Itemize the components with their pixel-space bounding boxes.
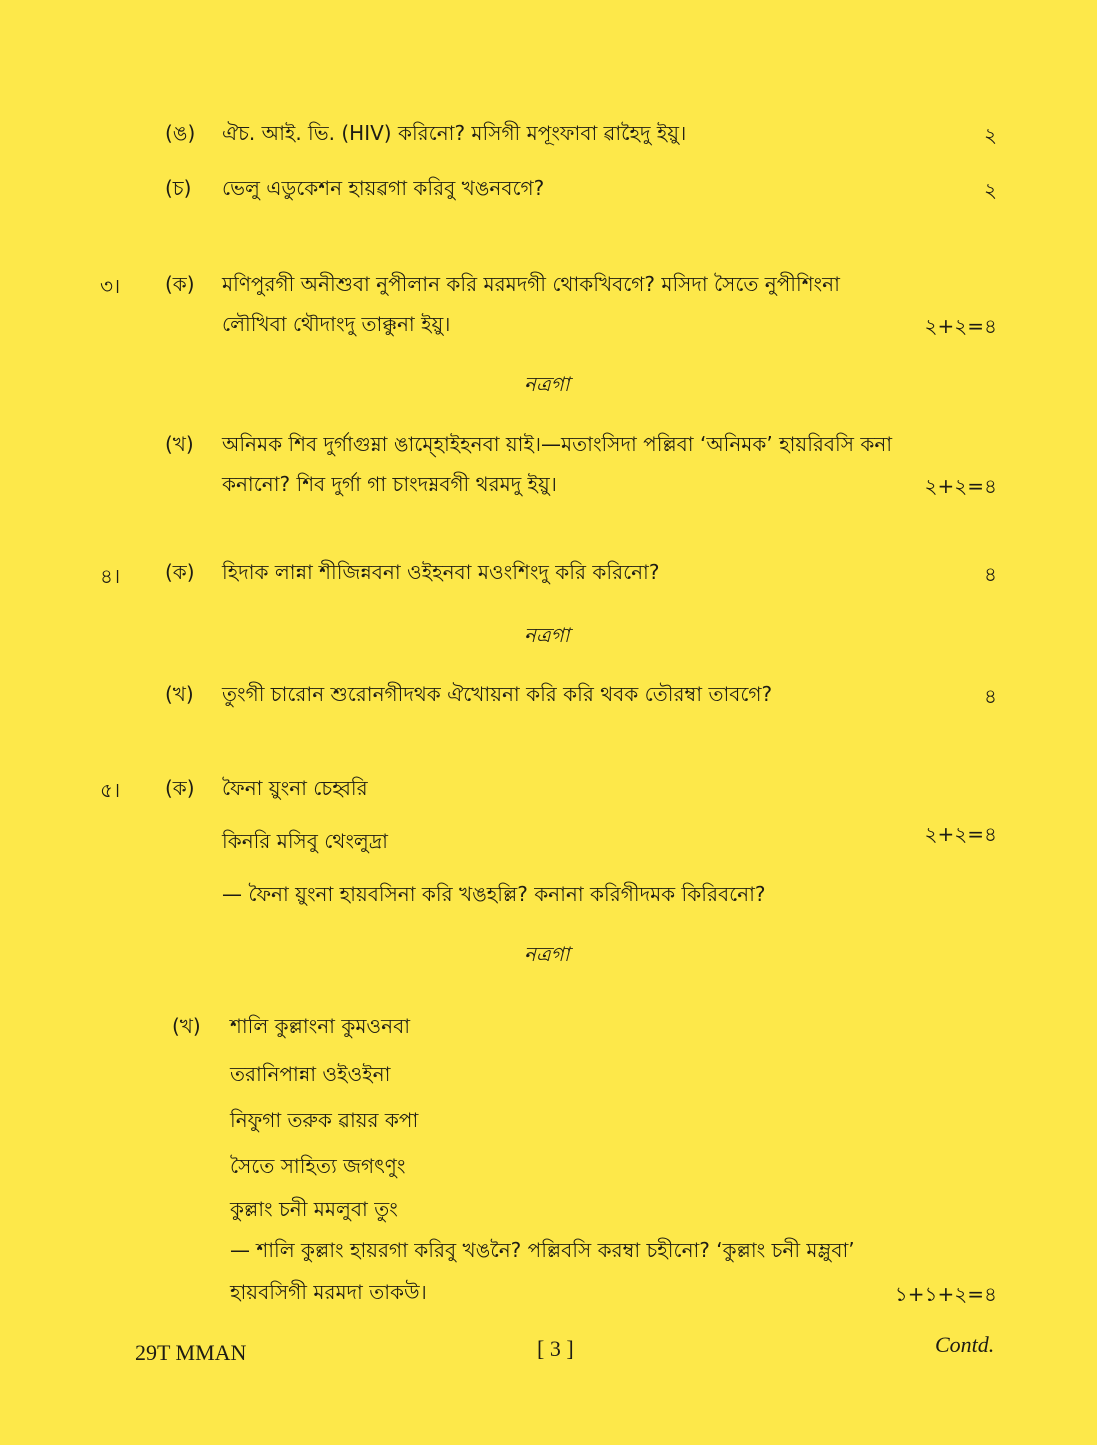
q5b-line7: হায়বসিগী মরমদা তাকউ।: [230, 1280, 427, 1304]
q5a-marks: ২+২=৪: [924, 822, 997, 846]
q5b-line1: শালি কুল্লাংনা কুমওনবা: [230, 1014, 411, 1038]
q5b-line5: কুল্লাং চনী মমলুবা তুং: [230, 1197, 398, 1221]
q5a-line3: — ফৈনা য়ুংনা হায়বসিনা করি খঙহল্লি? কনানা করিগীদমক কিরিবনো?: [222, 882, 766, 906]
q5-number: ৫।: [100, 778, 121, 802]
q4b-marks: ৪: [984, 684, 997, 708]
q5-or: নত্রগা: [524, 942, 570, 966]
q5b-line4: সৈতে সাহিত্য জগৎণুং: [230, 1154, 406, 1178]
q3b-label: (খ): [165, 432, 194, 456]
q3b-line1: অনিমক শিব দুর্গাগুম্না ঙাম্হোইহনবা য়াই।—মতাংসিদা পল্লিবা ‘অনিমক’ হায়রিবসি কনা: [222, 432, 893, 456]
q2f-marks: ২: [983, 178, 997, 202]
q3b-line2: কনানো? শিব দুর্গা গা চাংদম্নবগী থরমদু ইয়ু।: [222, 472, 557, 496]
q4b-text: তুংগী চারোন শুরোনগীদথক ঐখোয়না করি করি থবক তৌরম্বা তাবগে?: [222, 682, 773, 706]
q5a-label: (ক): [165, 776, 195, 800]
q3-or: নত্রগা: [524, 372, 570, 396]
q4a-marks: ৪: [984, 562, 997, 586]
q4a-text: হিদাক লান্না শীজিন্নবনা ওইহনবা মওংশিংদু করি করিনো?: [222, 560, 660, 584]
page-number: [ 3 ]: [537, 1336, 574, 1361]
q4b-label: (খ): [165, 682, 194, 706]
q5b-line6: — শালি কুল্লাং হায়রগা করিবু খঙনৈ? পল্লিবসি করম্বা চহীনো? ‘কুল্লাং চনী মম্লুবা’: [230, 1238, 855, 1262]
q3-number: ৩।: [100, 274, 121, 298]
q5b-label: (খ): [172, 1014, 201, 1038]
q2e-text: ঐচ. আই. ভি. (HIV) করিনো? মসিগী মপূংফাবা ৱাহৈদু ইয়ু।: [222, 121, 687, 145]
q2f-label: (চ): [165, 176, 192, 200]
q2f-text: ভেলু এডুকেশন হায়ৱগা করিবু খঙনবগে?: [222, 176, 545, 200]
q3a-marks: ২+২=৪: [924, 314, 997, 338]
q3a-line1: মণিপুরগী অনীশুবা নুপীলান করি মরমদগী থোকখিবগে? মসিদা সৈতে নুপীশিংনা: [222, 272, 840, 296]
q4-number: ৪।: [100, 564, 121, 588]
q3b-marks: ২+২=৪: [924, 474, 997, 498]
q2e-label: (ঙ): [165, 121, 196, 145]
q5b-marks: ১+১+২=৪: [894, 1282, 997, 1306]
q4-or: নত্রগা: [524, 623, 570, 647]
q5a-line2: কিনরি মসিবু থেংলুদ্রা: [222, 829, 388, 853]
q5b-line3: নিফুগা তরুক ৱায়র কপা: [230, 1108, 419, 1132]
q2e-marks: ২: [983, 123, 997, 147]
q4a-label: (ক): [165, 560, 195, 584]
q5a-line1: ফৈনা য়ুংনা চেহ্বরি: [222, 776, 368, 800]
q3a-label: (ক): [165, 272, 195, 296]
continued-label: Contd.: [935, 1332, 995, 1357]
q5b-line2: তরানিপান্না ওইওইনা: [230, 1062, 391, 1086]
q3a-line2: লৌখিবা থৌদাংদু তাক্কুনা ইয়ু।: [222, 312, 451, 336]
paper-code: 29T MMAN: [135, 1340, 247, 1365]
